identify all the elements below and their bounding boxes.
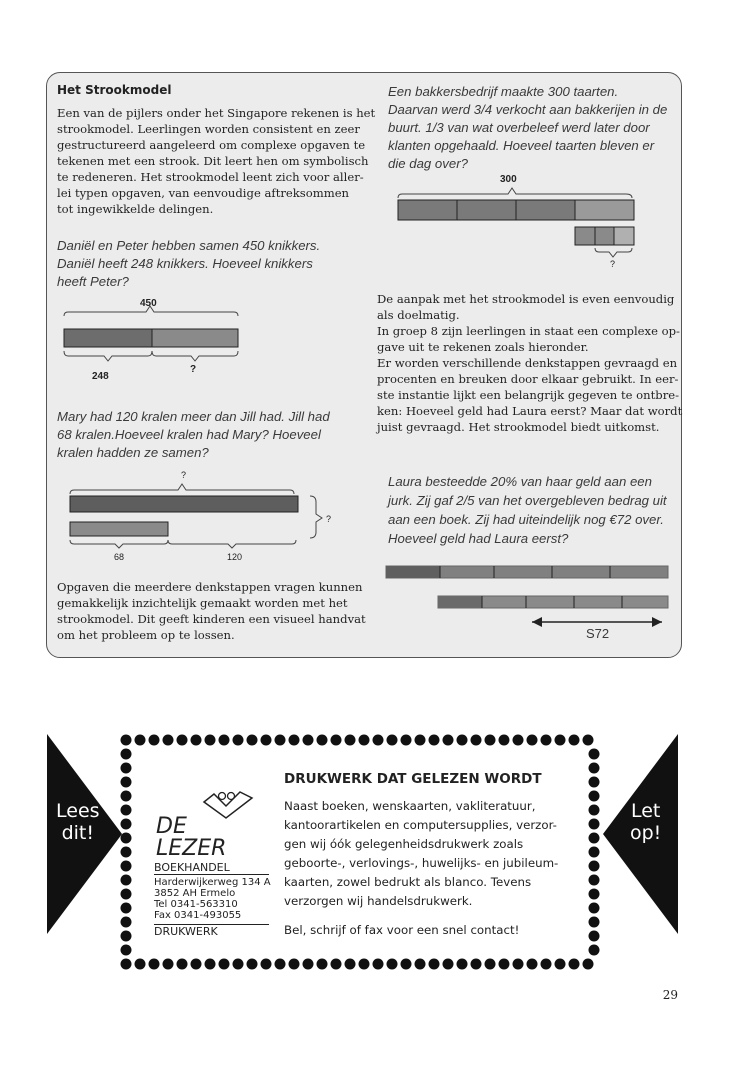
page-number: 29 [662,988,678,1002]
frame-dot [303,735,314,746]
frame-dot [205,959,216,970]
frame-dot [121,959,132,970]
frame-dot [485,959,496,970]
frame-dot [499,735,510,746]
example-2-jill-label: 68 [114,552,125,562]
frame-dot [219,959,230,970]
frame-dot [345,959,356,970]
example-1-part-label: 248 [92,371,109,382]
ad-title: DRUKWERK DAT GELEZEN WORDT [284,771,542,787]
frame-dot [555,959,566,970]
example-1-total-label: 450 [140,298,157,309]
frame-dot [317,959,328,970]
frame-dot [121,945,132,956]
frame-dot [135,959,146,970]
section-heading: Het Strookmodel [57,83,172,97]
example-4-amount-label: S72 [586,626,610,641]
frame-dot [457,959,468,970]
example-3-total-label: 300 [500,174,517,185]
logo-text: DE LEZER [156,814,227,861]
frame-dot [177,959,188,970]
frame-dot [471,959,482,970]
frame-dot [233,959,244,970]
frame-dot [331,959,342,970]
example-2-total-label: ? [181,470,187,480]
left-triangle-text: Lees dit! [56,800,100,844]
frame-dot [387,959,398,970]
frame-dot [191,735,202,746]
frame-dot [359,735,370,746]
frame-dot [513,959,524,970]
frame-dot [345,735,356,746]
frame-dot [373,959,384,970]
frame-dot [569,735,580,746]
frame-dot [555,735,566,746]
frame-dot [541,959,552,970]
frame-dot [205,735,216,746]
frame-dot [387,735,398,746]
frame-dot [149,959,160,970]
frame-dot [401,959,412,970]
ad-contact: Bel, schrijf of fax voor een snel contact! [284,923,520,937]
example-4-bar-model [384,560,674,636]
frame-dot [275,735,286,746]
frame-dot [401,735,412,746]
frame-dot [527,959,538,970]
frame-dot [149,735,160,746]
frame-dot [457,735,468,746]
example-1-unknown-label: ? [190,364,197,375]
example-2-bar-model [60,470,350,570]
frame-dot [485,735,496,746]
frame-dot [233,735,244,746]
frame-dot [589,945,600,956]
frame-dot [247,735,258,746]
frame-dot [331,735,342,746]
frame-dot [443,735,454,746]
frame-dot [163,959,174,970]
frame-dot [177,735,188,746]
frame-dot [289,735,300,746]
frame-dot [499,959,510,970]
frame-dot [163,735,174,746]
example-1-bar-model [56,296,256,386]
example-2-diff-label: 120 [227,552,243,562]
frame-dot [275,959,286,970]
frame-dot [541,735,552,746]
frame-dot [429,959,440,970]
right-triangle-text: Let op! [630,800,662,844]
shop-type: BOEKHANDEL [154,862,269,875]
frame-dot [289,959,300,970]
frame-dot [373,735,384,746]
frame-dot [583,959,594,970]
frame-dot [569,959,580,970]
frame-dot [135,735,146,746]
frame-dot [191,959,202,970]
frame-dot [303,959,314,970]
frame-dot [513,735,524,746]
frame-dot [359,959,370,970]
frame-dot [429,735,440,746]
example-3-unknown-label: ? [610,259,616,269]
frame-dot [247,959,258,970]
drukwerk-label: DRUKWERK [154,924,269,937]
frame-dot [317,735,328,746]
frame-dot [415,959,426,970]
example-2-side-label: ? [326,514,332,524]
frame-dot [261,959,272,970]
frame-dot [471,735,482,746]
frame-dot [415,735,426,746]
frame-dot [527,735,538,746]
frame-dot [261,735,272,746]
frame-dot [583,735,594,746]
frame-dot [219,735,230,746]
frame-dot [443,959,454,970]
